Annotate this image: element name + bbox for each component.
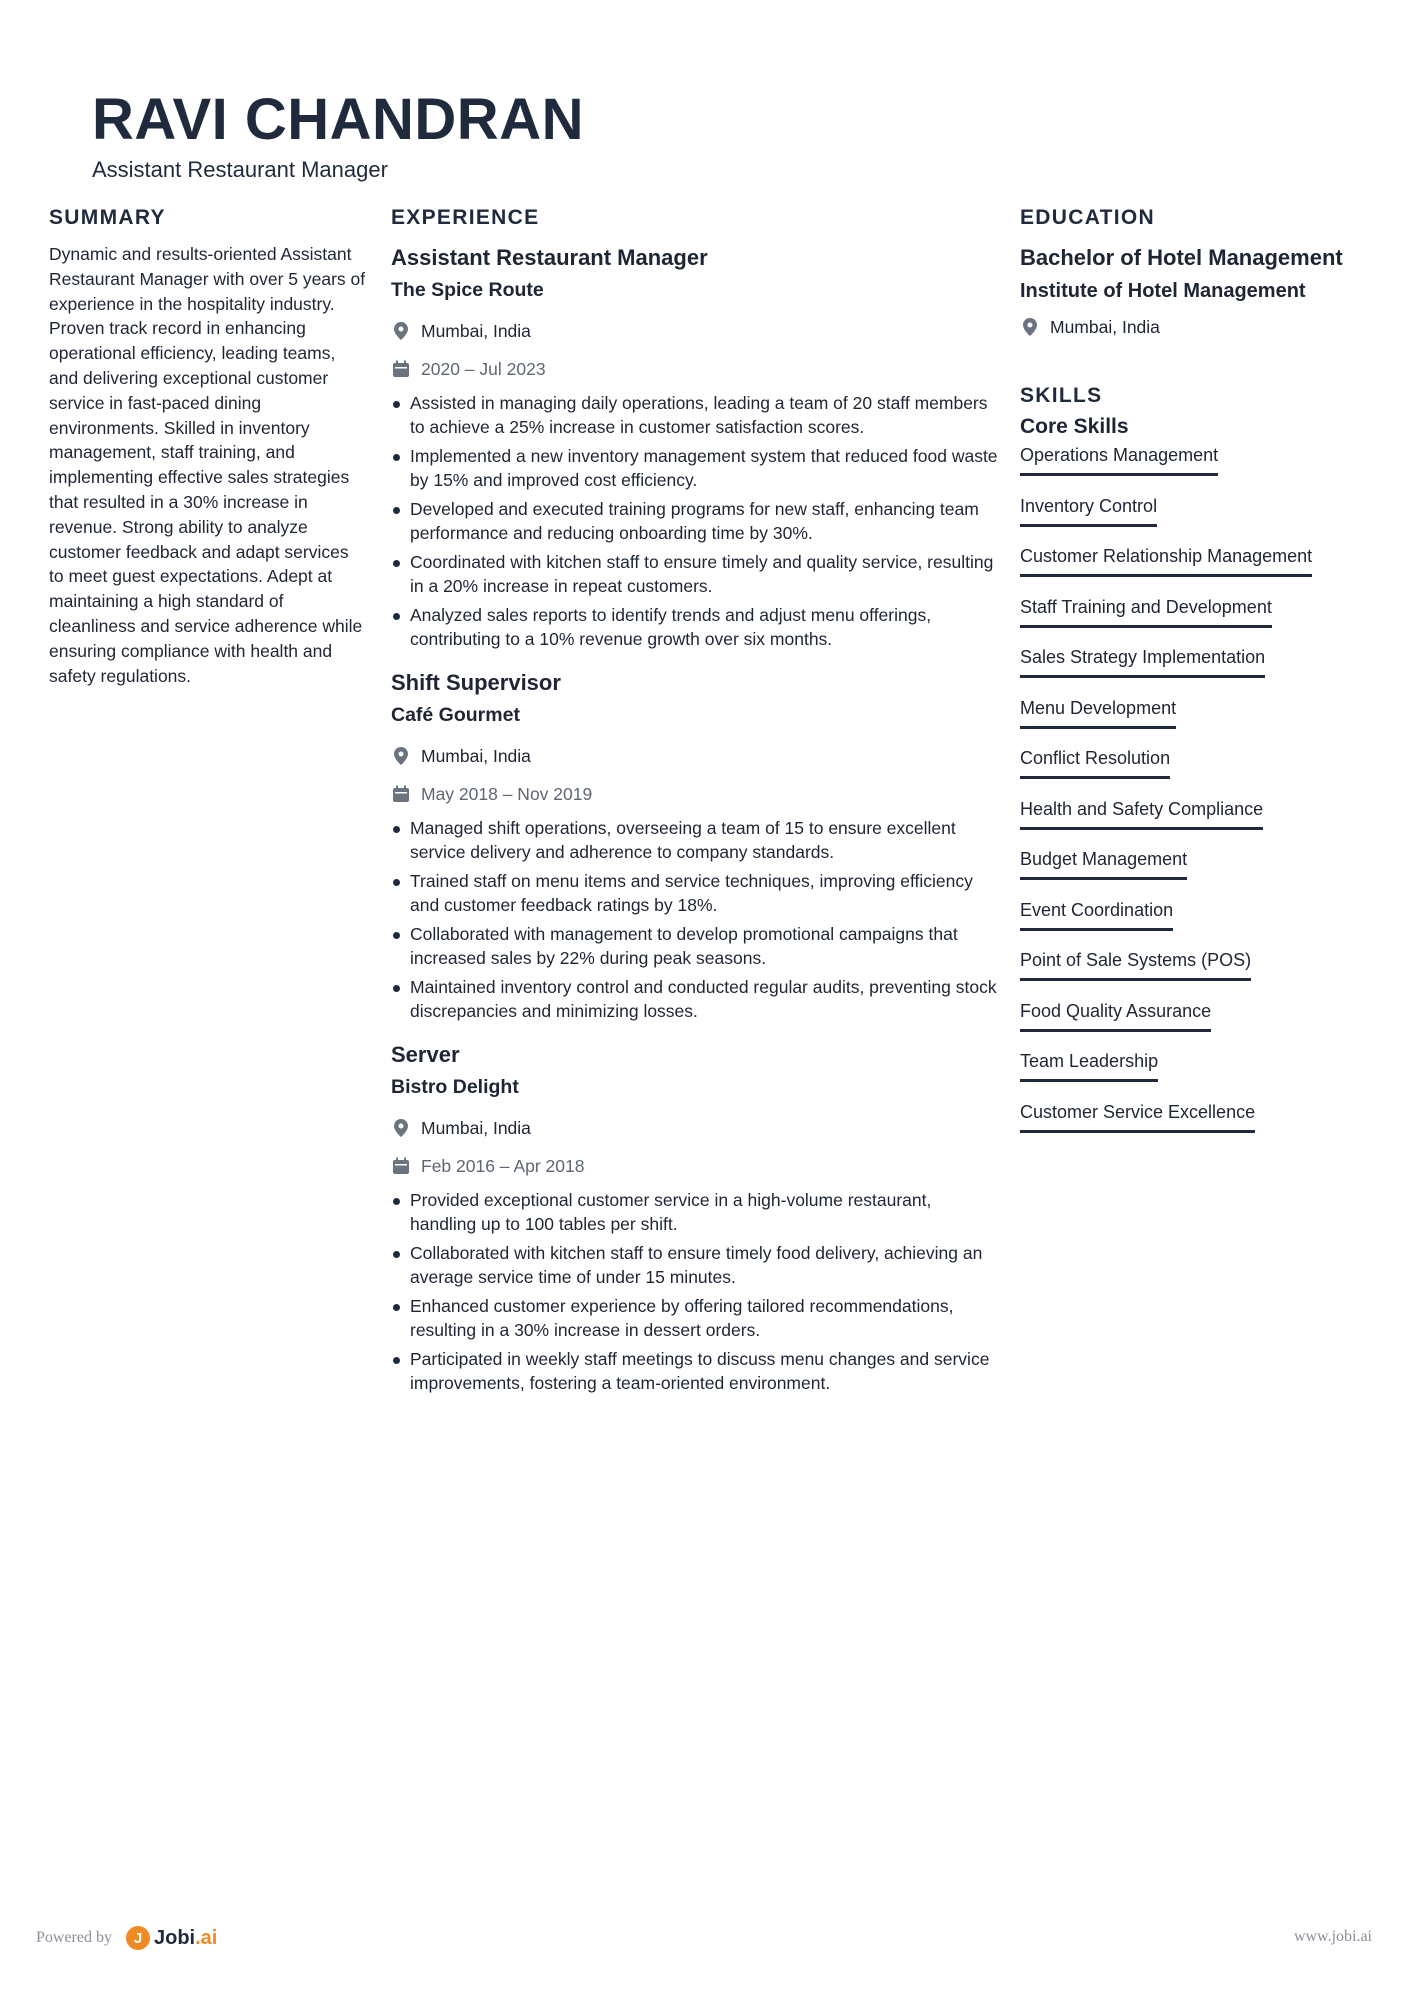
right-column [1020, 204, 1380, 1150]
jobi-logo[interactable] [154, 1927, 217, 1950]
bullet-item: Trained staff on menu items and service techniques, improving efficiency and customer feedback ratings by 18%. [391, 870, 1001, 917]
skill-item: Event Coordination [1020, 898, 1173, 931]
bullet-item: Participated in weekly staff meetings to discuss menu changes and service improvements, fostering a team-oriented environment. [391, 1348, 1001, 1395]
skill-item: Conflict Resolution [1020, 746, 1170, 779]
job-location [391, 737, 1001, 775]
summary-section [49, 204, 367, 688]
calendar-icon [391, 359, 411, 379]
institution-name: Institute of Hotel Management [1020, 280, 1306, 302]
summary-heading: SUMMARY [49, 206, 166, 229]
powered-by-text: Powered by [36, 1929, 112, 1946]
date-text: May 2018 – Nov 2019 [421, 783, 593, 804]
job-entry [391, 667, 1001, 1023]
skills-section [1020, 382, 1380, 1133]
skill-item: Food Quality Assurance [1020, 999, 1211, 1032]
bullet-item: Analyzed sales reports to identify trends and adjust menu offerings, contributing to a 10% revenue growth over six months. [391, 604, 1001, 651]
job-location [391, 1109, 1001, 1147]
skill-item: Customer Relationship Management [1020, 544, 1312, 577]
job-entry [391, 1039, 1001, 1395]
skill-item: Menu Development [1020, 696, 1176, 729]
skills-subheading: Core Skills [1020, 415, 1129, 438]
job-dates [391, 775, 1001, 813]
job-title: Assistant Restaurant Manager [391, 245, 708, 270]
job-bullets [391, 1189, 1001, 1395]
bullet-item: Maintained inventory control and conducted regular audits, preventing stock discrepancies and minimizing losses. [391, 976, 1001, 1023]
skills-heading: SKILLS [1020, 384, 1103, 407]
skill-item: Operations Management [1020, 443, 1218, 476]
candidate-title: Assistant Restaurant Manager [92, 157, 388, 182]
candidate-name: RAVI CHANDRAN [92, 87, 584, 152]
map-pin-icon [1020, 317, 1040, 337]
skill-item: Inventory Control [1020, 494, 1157, 527]
bullet-item: Coordinated with kitchen staff to ensure timely and quality service, resulting in a 20% increase in repeat customers. [391, 551, 1001, 598]
jobi-logo-icon: J [126, 1926, 150, 1950]
location-text: Mumbai, India [421, 320, 531, 341]
bullet-item: Assisted in managing daily operations, leading a team of 20 staff members to achieve a 25% increase in customer satisfaction scores. [391, 392, 1001, 439]
job-title: Server [391, 1042, 460, 1067]
bullet-item: Provided exceptional customer service in a high-volume restaurant, handling up to 100 tables per shift. [391, 1189, 1001, 1236]
map-pin-icon [391, 1118, 411, 1138]
location-text: Mumbai, India [421, 745, 531, 766]
skill-item: Point of Sale Systems (POS) [1020, 948, 1251, 981]
education-location [1020, 308, 1380, 346]
bullet-item: Enhanced customer experience by offering tailored recommendations, resulting in a 30% increase in dessert orders. [391, 1295, 1001, 1342]
skill-item: Staff Training and Development [1020, 595, 1272, 628]
bullet-item: Managed shift operations, overseeing a team of 15 to ensure excellent service delivery and adherence to company standards. [391, 817, 1001, 864]
bullet-item: Implemented a new inventory management system that reduced food waste by 15% and improved cost efficiency. [391, 445, 1001, 492]
job-bullets [391, 817, 1001, 1023]
calendar-icon [391, 784, 411, 804]
experience-heading: EXPERIENCE [391, 206, 540, 229]
skill-item: Team Leadership [1020, 1049, 1158, 1082]
company-name: Bistro Delight [391, 1076, 519, 1098]
footer-branding [36, 1926, 217, 1950]
bullet-item: Collaborated with management to develop promotional campaigns that increased sales by 22% during peak seasons. [391, 923, 1001, 970]
bullet-item: Collaborated with kitchen staff to ensure timely food delivery, achieving an average service time of under 15 minutes. [391, 1242, 1001, 1289]
location-text: Mumbai, India [1050, 316, 1160, 337]
job-location [391, 312, 1001, 350]
job-dates [391, 350, 1001, 388]
experience-section [391, 204, 1001, 1411]
skill-item: Sales Strategy Implementation [1020, 645, 1265, 678]
education-section [1020, 204, 1380, 346]
skill-item: Customer Service Excellence [1020, 1100, 1255, 1133]
education-heading: EDUCATION [1020, 206, 1155, 229]
skill-item: Health and Safety Compliance [1020, 797, 1263, 830]
calendar-icon [391, 1156, 411, 1176]
website-link[interactable]: www.jobi.ai [1293, 1928, 1372, 1945]
date-text: Feb 2016 – Apr 2018 [421, 1155, 585, 1176]
map-pin-icon [391, 321, 411, 341]
logo-suffix: .ai [195, 1926, 218, 1949]
company-name: Café Gourmet [391, 704, 520, 726]
logo-name: Jobi [153, 1926, 196, 1949]
skill-item: Budget Management [1020, 847, 1187, 880]
bullet-item: Developed and executed training programs for new staff, enhancing team performance and reducing onboarding time by 30%. [391, 498, 1001, 545]
job-dates [391, 1147, 1001, 1185]
job-bullets [391, 392, 1001, 651]
degree-title: Bachelor of Hotel Management [1020, 245, 1343, 270]
summary-text: Dynamic and results-oriented Assistant Restaurant Manager with over 5 years of experience in the hospitality industry. Proven track record in enhancing operational efficiency, leading teams, and delivering exceptional customer service in fast-paced dining environments. Skilled in inventory management, staff training, and implementing effective sales strategies that resulted in a 30% increase in revenue. Strong ability to analyze customer feedback and adapt services to meet guest expectations. Adept at maintaining a high standard of cleanliness and service adherence while ensuring compliance with health and safety regulations. [49, 244, 366, 686]
job-entry [391, 242, 1001, 651]
map-pin-icon [391, 746, 411, 766]
location-text: Mumbai, India [421, 1117, 531, 1138]
job-title: Shift Supervisor [391, 670, 561, 695]
date-text: 2020 – Jul 2023 [421, 358, 546, 379]
company-name: The Spice Route [391, 279, 544, 301]
